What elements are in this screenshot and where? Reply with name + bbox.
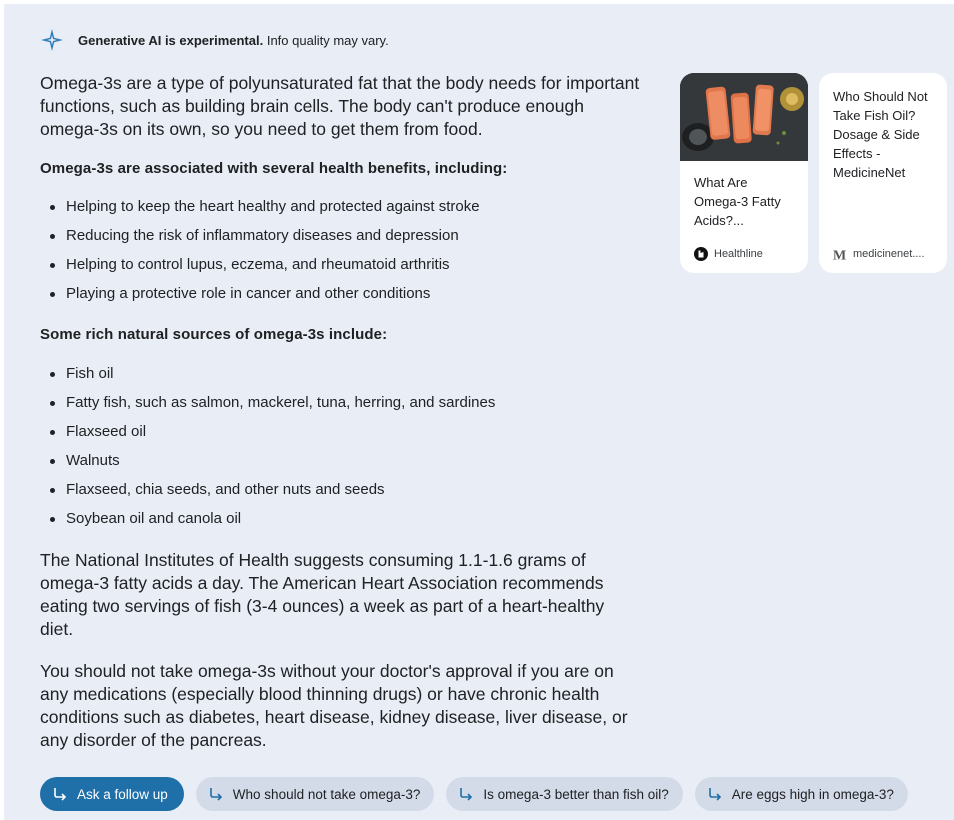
- list-item: Flaxseed oil: [40, 417, 640, 446]
- medicinenet-logo-icon: [833, 247, 847, 261]
- card-title[interactable]: Who Should Not Take Fish Oil? Dosage & Side Effects - MedicineNet: [833, 89, 928, 180]
- suggestion-chip-better-than-fish-oil[interactable]: [446, 777, 682, 811]
- benefits-heading: Omega-3s are associated with several health benefits, including:: [40, 160, 508, 177]
- chip-label: Is omega-3 better than fish oil?: [483, 786, 669, 802]
- list-item: Walnuts: [40, 446, 640, 475]
- sparkle-icon: [40, 28, 64, 52]
- list-item: Helping to keep the heart healthy and protected against stroke: [40, 192, 640, 221]
- sources-heading: Some rich natural sources of omega-3s include:: [40, 326, 388, 343]
- source-name: medicinenet....: [853, 248, 925, 260]
- card-title[interactable]: What Are Omega-3 Fatty Acids?...: [694, 175, 781, 228]
- warning-paragraph: You should not take omega-3s without your doctor's approval if you are on any medications (especially blood thinning drugs) or have chronic health conditions such as diabetes, heart disease, kidney disease, liver disease, or any disorder of the pancreas.: [40, 661, 628, 750]
- follow-up-chips: [40, 777, 920, 811]
- list-item: Fish oil: [40, 359, 640, 388]
- list-item: Helping to control lupus, eczema, and rheumatoid arthritis: [40, 250, 640, 279]
- list-item: Soybean oil and canola oil: [40, 504, 640, 533]
- salmon-fillets-image: [680, 73, 808, 161]
- list-item: Fatty fish, such as salmon, mackerel, tuna, herring, and sardines: [40, 388, 640, 417]
- experimental-notice: Generative AI is experimental. Info quality may vary.: [78, 32, 389, 48]
- list-item: Reducing the risk of inflammatory diseases and depression: [40, 221, 640, 250]
- chip-label: Are eggs high in omega-3?: [731, 786, 894, 802]
- chip-label: Ask a follow up: [77, 786, 168, 802]
- suggestion-chip-eggs[interactable]: [695, 777, 908, 811]
- chip-label: Who should not take omega-3?: [232, 786, 421, 802]
- sources-list: [40, 359, 640, 533]
- experimental-header: [40, 26, 389, 54]
- ai-overview-panel: [4, 4, 954, 820]
- answer-body: [40, 72, 640, 752]
- card-source: [833, 247, 925, 261]
- card-source: [694, 247, 763, 261]
- source-card-medicinenet[interactable]: [819, 73, 947, 273]
- follow-up-arrow-icon: [208, 786, 224, 802]
- source-name: Healthline: [714, 248, 763, 260]
- source-card-healthline[interactable]: [680, 73, 808, 273]
- follow-up-arrow-icon: [458, 786, 474, 802]
- list-item: Flaxseed, chia seeds, and other nuts and seeds: [40, 475, 640, 504]
- ask-follow-up-button[interactable]: [40, 777, 184, 811]
- follow-up-arrow-icon: [707, 786, 723, 802]
- list-item: Playing a protective role in cancer and other conditions: [40, 279, 640, 308]
- nih-paragraph: The National Institutes of Health suggests consuming 1.1-1.6 grams of omega-3 fatty acids a day. The American Heart Association recommends eating two servings of fish (3-4 ounces) a week as part of a heart-healthy diet.: [40, 550, 605, 639]
- follow-up-arrow-icon: [52, 786, 68, 802]
- svg-text:M: M: [833, 248, 847, 261]
- healthline-logo-icon: [694, 247, 708, 261]
- intro-paragraph: Omega-3s are a type of polyunsaturated fat that the body needs for important functions, such as building brain cells. The body can't produce enough omega-3s on its own, so you need to get them from food.: [40, 73, 640, 139]
- suggestion-chip-who-should-not[interactable]: [196, 777, 435, 811]
- benefits-list: [40, 192, 640, 308]
